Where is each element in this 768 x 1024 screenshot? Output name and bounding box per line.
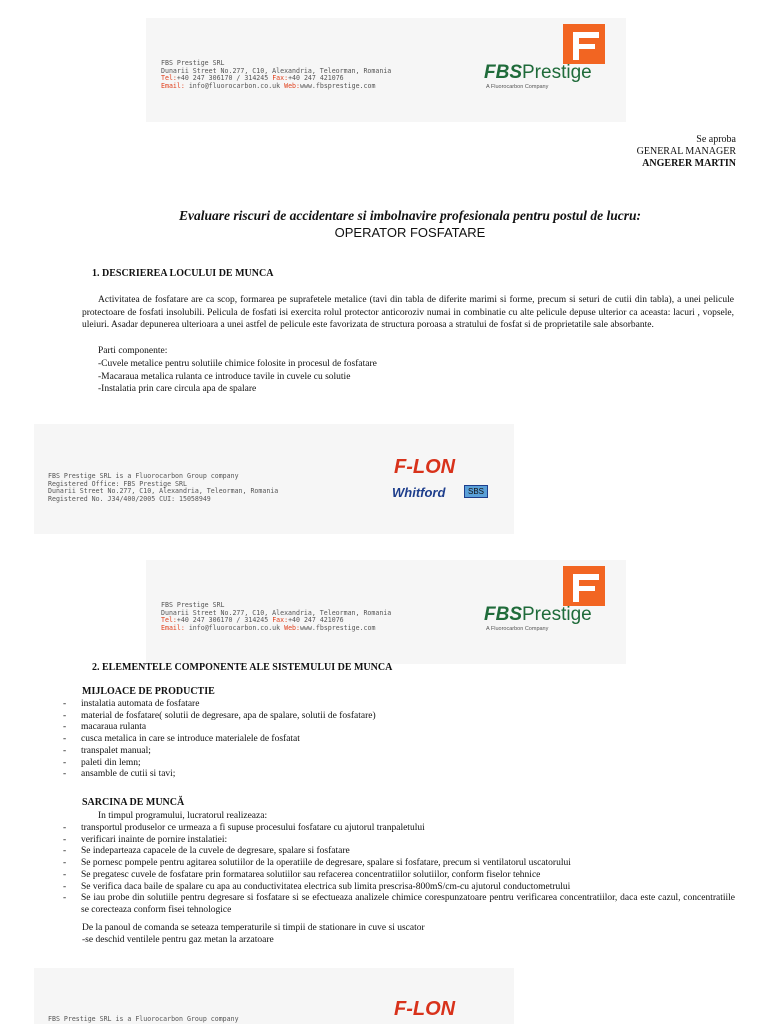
list-item: - cusca metalica in care se introduce materialele de fosfatat (63, 734, 743, 746)
fbs-logo-wordmark: FBSPrestige (484, 62, 592, 83)
letterhead-contact-2: FBS Prestige SRL Dunarii Street No.277, C10, Alexandria, Teleorman, Romania Tel:+40 247 306170 / 314245 Fax:+40 247 421076 Email: info@fluorocarbon.co.uk Web:www.fbsprestige.com (161, 601, 392, 632)
task-heading: SARCINA DE MUNCĂ (82, 797, 185, 808)
list-item: -Instalatia prin care circula apa de spalare (98, 384, 257, 395)
task-list (63, 823, 735, 917)
flon-logo: F-LON (394, 998, 456, 1020)
approval-block (637, 134, 736, 170)
list-item: De la panoul de comanda se seteaza temperaturile si timpii de stationare in cuve si uscator (82, 923, 425, 933)
document-title: Evaluare riscuri de accidentare si imbolnavire profesionala pentru postul de lucru: (178, 208, 642, 223)
section1-heading: 1. DESCRIEREA LOCULUI DE MUNCA (92, 268, 274, 279)
components-label: Parti componente: (98, 346, 168, 356)
address-line: Dunarii Street No.277, C10, Alexandria, Teleorman, Romania (161, 66, 392, 75)
components-list (98, 358, 377, 396)
email-line: Email: info@fluorocarbon.co.uk Web:www.fbsprestige.com (161, 81, 376, 90)
list-item: - instalatia automata de fosfatare (63, 699, 743, 711)
flon-logo: F-LON (394, 456, 456, 478)
section1-paragraph: Activitatea de fosfatare are ca scop, formarea pe suprafetele metalice (tavi din tabla de diferite marimi si forme, precum si seturi de cutii din tabla), a unei pelicule protectoare de fosfati insolubili. Pelicula de fosfati isi exercita rolul protector anticoroziv numai in combinatie cu alte pelicule depuse ulterior ca aceasta: lacuri , vopsele, uleiuri. Asadar depunerea ulterioara a unei astfel de pelicule este favorizata de structura poroasa a stratului de fosfat si de proprietatile sale absorbante. (82, 295, 734, 331)
approval-role: GENERAL MANAGER (636, 146, 736, 157)
sbs-logo: SBS (464, 485, 488, 498)
document-subtitle: OPERATOR FOSFATARE (334, 225, 486, 240)
production-heading: MIJLOACE DE PRODUCTIE (82, 686, 215, 697)
list-item: - Se iau probe din solutiile pentru degresare si fosfatare si se efectueaza analizele chimice corespunzatoare pentru verificarea concentratiilor, daca este cazul, concentratiile se corecteaza conform fisei tehnologice (63, 893, 735, 916)
fbs-logo-wordmark: FBSPrestige (484, 604, 592, 625)
approval-name: ANGERER MARTIN (642, 158, 736, 169)
list-item: - paleti din lemn; (63, 758, 743, 770)
task-tail (82, 923, 425, 946)
list-item: - transportul produselor ce urmeaza a fi supuse procesului fosfatare cu ajutorul tranpaletului (63, 823, 735, 835)
footer-registration-2: FBS Prestige SRL is a Fluorocarbon Group company (48, 1015, 239, 1023)
fbs-logo-subtitle: A Fluorocarbon Company (486, 626, 549, 632)
list-item: -Macaraua metalica rulanta ce introduce tavile in cuvele cu solutie (98, 371, 351, 382)
task-intro: In timpul programului, lucratorul realizeaza: (98, 811, 268, 821)
list-item: - ansamble de cutii si tavi; (63, 769, 743, 781)
list-item: -se deschid ventilele pentru gaz metan la arzatoare (82, 934, 274, 945)
list-item: - Se pornesc pompele pentru agitarea solutiilor de la operatiile de degresare, spalare si fosfatare, precum si ventilatorul uscatorului (63, 858, 735, 870)
list-item: - Se verifica daca baile de spalare cu apa au conductivitatea electrica sub limita prescrisa-800mS/cm-cu ajutorul conductometrului (63, 882, 735, 894)
approval-line: Se aproba (696, 134, 736, 145)
letterhead-contact (161, 60, 391, 90)
list-item: - verificari inainte de pornire instalatiei: (63, 835, 735, 847)
footer-registration: FBS Prestige SRL is a Fluorocarbon Group company Registered Office: FBS Prestige SRL Dunarii Street No.277, C10, Alexandria, Teleorman, Romania Registered No. J34/400/2005 CUI: 15058949 (48, 472, 279, 503)
production-list (63, 699, 743, 781)
list-item: -Cuvele metalice pentru solutiile chimice folosite in procesul de fosfatare (98, 359, 377, 369)
section2-heading: 2. ELEMENTELE COMPONENTE ALE SISTEMULUI DE MUNCA (92, 662, 393, 673)
list-item: - transpalet manual; (63, 746, 743, 758)
fbs-logo-icon (563, 24, 605, 64)
fbs-logo-icon (563, 566, 605, 606)
list-item: - macaraua rulanta (63, 722, 743, 734)
phone-line: Tel:+40 247 306170 / 314245 Fax:+40 247 421076 (161, 74, 344, 83)
whitford-logo: Whitford (392, 485, 446, 500)
list-item: - Se pregatesc cuvele de fosfatare prin formatarea solutiilor sau refacerea concentratiilor solutiilor, conform fiselor tehnice (63, 870, 735, 882)
fbs-logo-subtitle: A Fluorocarbon Company (486, 84, 549, 90)
company-line: FBS Prestige SRL (161, 59, 225, 67)
list-item: - material de fosfatare( solutii de degresare, apa de spalare, solutii de fosfatare) (63, 711, 743, 723)
list-item: - Se indeparteaza capacele de la cuvele de degresare, spalare si fosfatare (63, 846, 735, 858)
